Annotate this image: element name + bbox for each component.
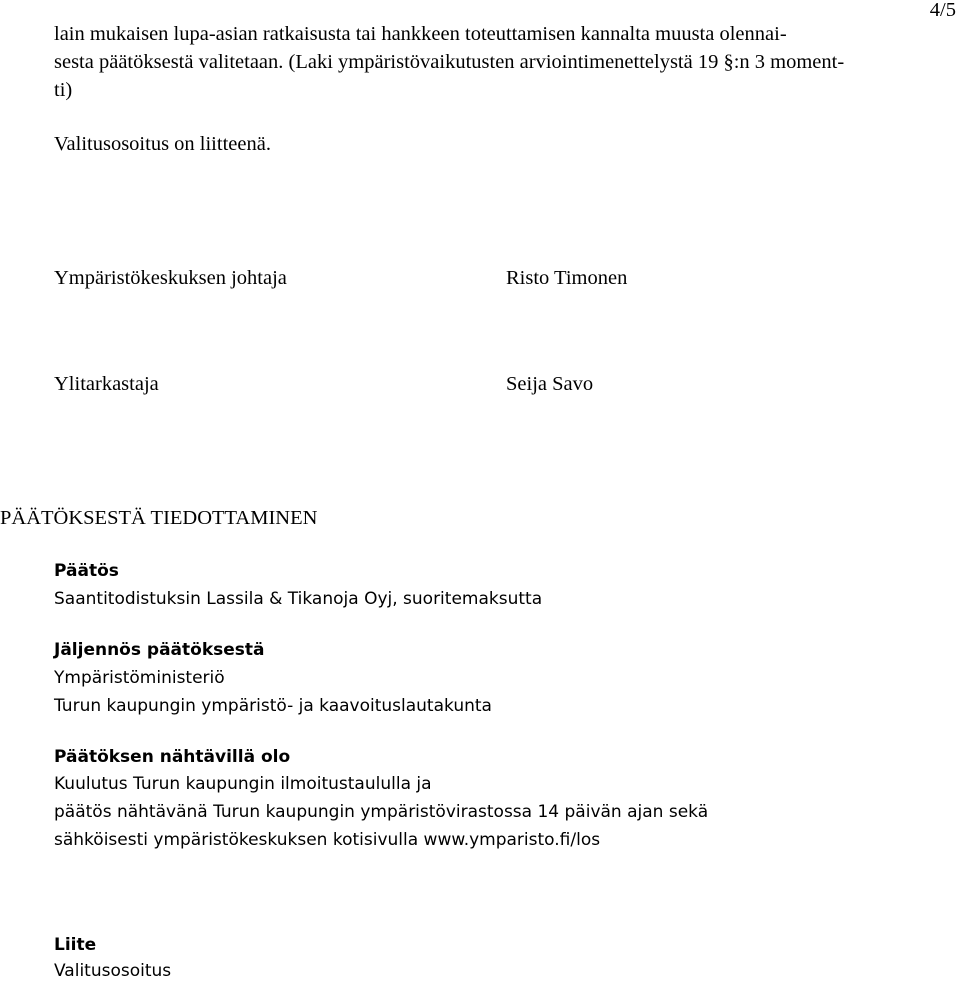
availability-line: päätös nähtävänä Turun kaupungin ympäristövirastossa 14 päivän ajan sekä (54, 802, 709, 822)
intro-line: ti) (54, 79, 73, 101)
attachment-note: Valitusosoitus on liitteenä. (54, 133, 271, 155)
page-number: 4/5 (929, 0, 956, 21)
availability-line: sähköisesti ympäristökeskuksen kotisivulla www.ymparisto.fi/los (54, 830, 601, 850)
copy-recipient: Ympäristöministeriö (54, 668, 225, 688)
availability-label: Päätöksen nähtävillä olo (54, 747, 291, 767)
signer-name: Seija Savo (506, 373, 594, 395)
copies-label: Jäljennös päätöksestä (54, 640, 265, 660)
signer-title: Ympäristökeskuksen johtaja (54, 267, 287, 289)
availability-line: Kuulutus Turun kaupungin ilmoitustaululla ja (54, 774, 432, 794)
intro-line: lain mukaisen lupa-asian ratkaisusta tai hankkeen toteuttamisen kannalta muusta olennai- (54, 23, 787, 45)
signer-title: Ylitarkastaja (54, 373, 159, 395)
decision-label: Päätös (54, 561, 119, 581)
intro-line: sesta päätöksestä valitetaan. (Laki ympäristövaikutusten arviointimenettelystä 19 §:n 3 moment- (54, 51, 845, 73)
copy-recipient: Turun kaupungin ympäristö- ja kaavoituslautakunta (54, 696, 492, 716)
appendix-label: Liite (54, 935, 97, 955)
decision-text: Saantitodistuksin Lassila & Tikanoja Oyj, suoritemaksutta (54, 589, 543, 609)
appendix-item: Valitusosoitus (54, 961, 172, 981)
section-heading: PÄÄTÖKSESTÄ TIEDOTTAMINEN (0, 507, 318, 529)
signer-name: Risto Timonen (506, 267, 628, 289)
